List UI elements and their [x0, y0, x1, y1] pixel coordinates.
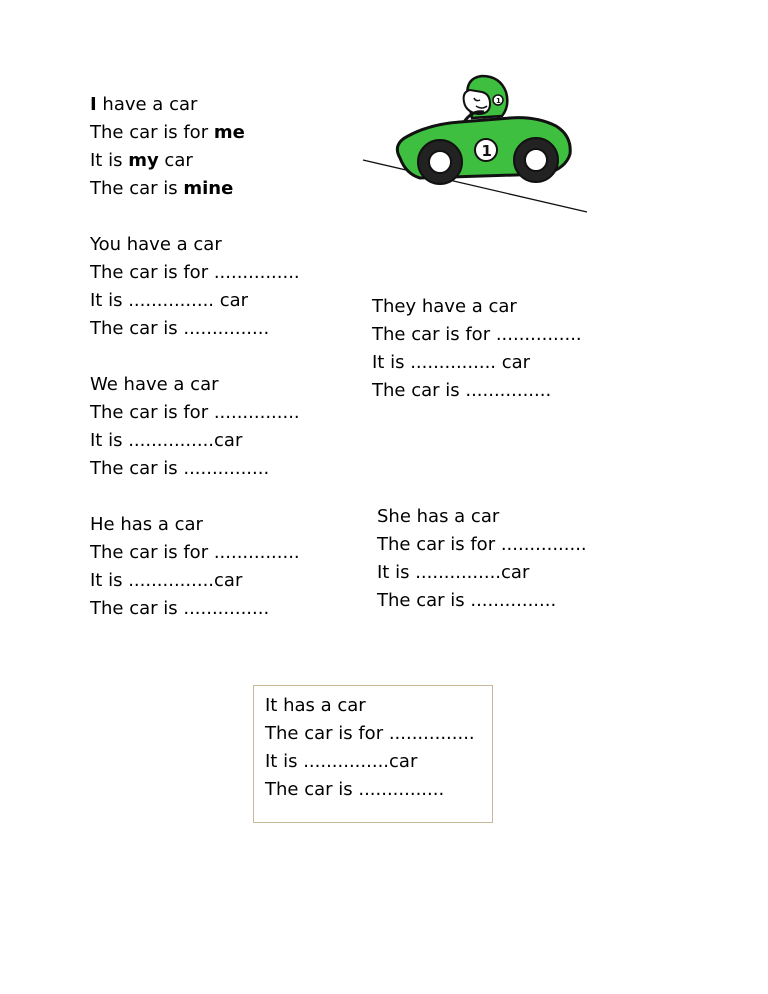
block-we-line-4: The car is ............... [90, 458, 270, 479]
line-text: The car is for [90, 122, 214, 143]
wheel-icon [418, 140, 462, 184]
block-she-line-3: It is ...............car [377, 562, 530, 583]
race-car-icon [360, 70, 590, 216]
block-we [90, 371, 300, 483]
block-we-line-1: We have a car [90, 374, 219, 395]
block-you-line-3: It is ............... car [90, 290, 249, 311]
line-text: car [158, 150, 193, 171]
block-it-line-1: It has a car [265, 695, 366, 716]
svg-text:1: 1 [496, 97, 501, 105]
block-she-line-4: The car is ............... [377, 590, 557, 611]
pronoun-my: my [128, 150, 159, 171]
block-you-line-4: The car is ............... [90, 318, 270, 339]
block-it-box [253, 685, 493, 823]
block-you-line-1: You have a car [90, 234, 222, 255]
block-they-line-1: They have a car [372, 296, 517, 317]
wheel-icon [514, 138, 558, 182]
block-we-line-2: The car is for ............... [90, 402, 300, 423]
block-i-line-2 [90, 119, 245, 147]
block-he-line-4: The car is ............... [90, 598, 270, 619]
block-you-line-2: The car is for ............... [90, 262, 300, 283]
block-she-line-1: She has a car [377, 506, 500, 527]
block-i-line-1 [90, 91, 245, 119]
block-i-line-4 [90, 175, 245, 203]
block-he-line-1: He has a car [90, 514, 203, 535]
block-they-line-3: It is ............... car [372, 352, 531, 373]
pronoun-me: me [213, 122, 245, 143]
block-it-line-3: It is ...............car [265, 751, 418, 772]
line-text: The car is [90, 178, 184, 199]
block-they [372, 293, 582, 405]
block-she [377, 503, 587, 615]
block-he-line-2: The car is for ............... [90, 542, 300, 563]
block-i [90, 91, 245, 203]
block-she-line-2: The car is for ............... [377, 534, 587, 555]
block-we-line-3: It is ...............car [90, 430, 243, 451]
block-they-line-4: The car is ............... [372, 380, 552, 401]
block-he-line-3: It is ...............car [90, 570, 243, 591]
block-it-line-4: The car is ............... [265, 779, 445, 800]
line-text: have a car [96, 94, 198, 115]
pronoun-mine: mine [183, 178, 234, 199]
block-i-line-3 [90, 147, 245, 175]
driver-icon [464, 76, 508, 118]
block-it-line-2: The car is for ............... [265, 723, 475, 744]
block-you [90, 231, 300, 343]
car-number: 1 [481, 142, 492, 160]
block-he [90, 511, 300, 623]
line-text: It is [90, 150, 129, 171]
block-they-line-2: The car is for ............... [372, 324, 582, 345]
pronoun-i: I [90, 94, 97, 115]
